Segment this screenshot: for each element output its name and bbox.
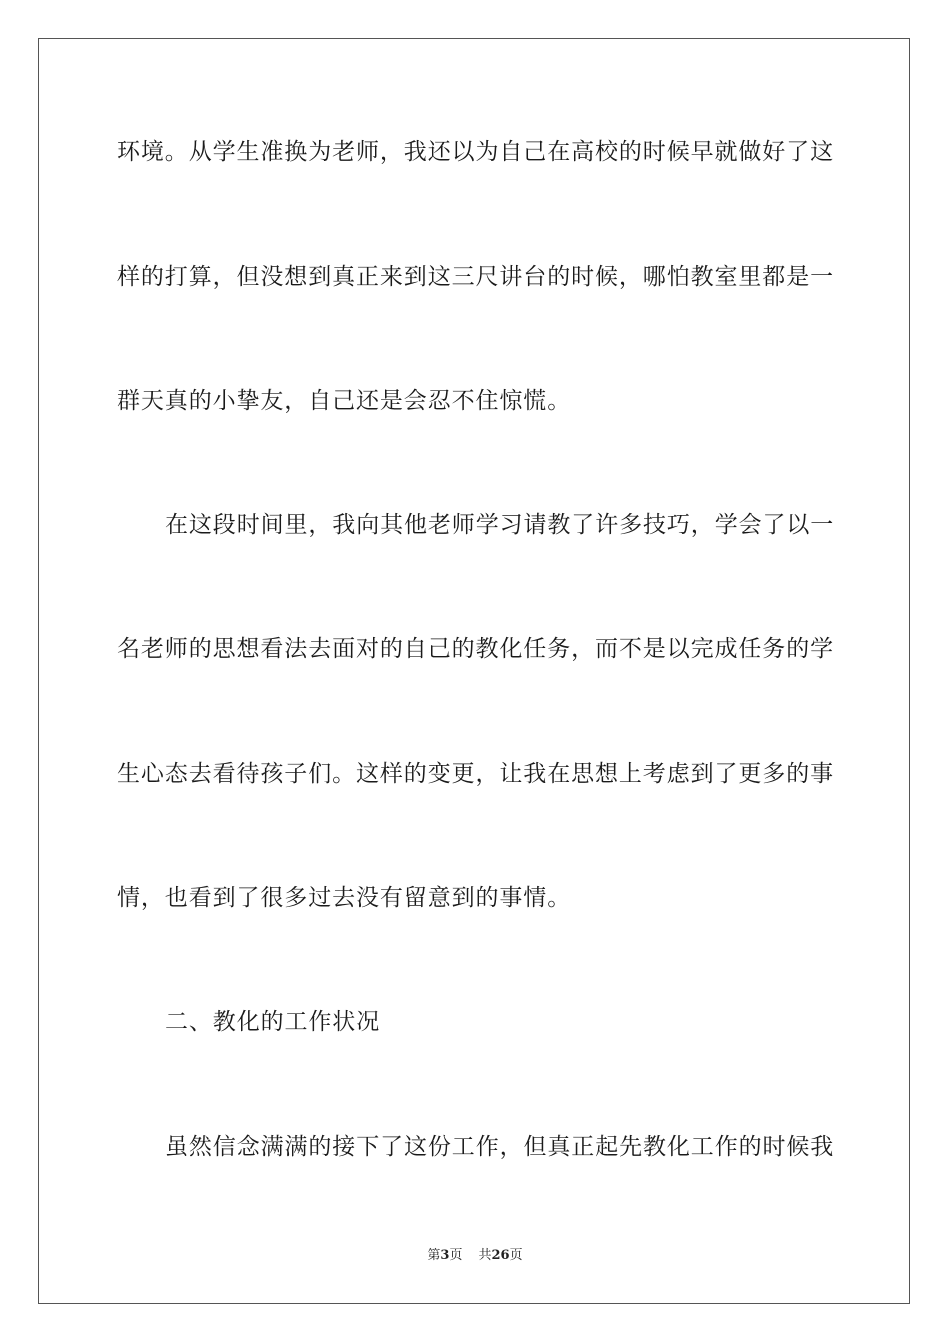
total-prefix: 共 [478,1248,492,1263]
body-text-line: 环境。从学生准换为老师，我还以为自己在高校的时候早就做好了这 [117,139,834,165]
page-number: 3 [440,1248,450,1263]
paragraph-start-line: 在这段时间里，我向其他老师学习请教了许多技巧，学会了以一 [165,512,835,538]
body-text-line: 名老师的思想看法去面对的自己的教化任务，而不是以完成任务的学 [117,636,834,662]
page-footer [0,1247,950,1265]
total-pages: 26 [491,1248,510,1263]
page-suffix: 页 [449,1248,463,1263]
body-text-line: 群天真的小挚友，自己还是会忍不住惊慌。 [117,388,572,414]
total-suffix: 页 [509,1248,523,1263]
page-border [38,38,910,1304]
paragraph-start-line: 虽然信念满满的接下了这份工作，但真正起先教化工作的时候我 [165,1134,835,1160]
section-heading: 二、教化的工作状况 [165,1009,381,1035]
body-text-line: 样的打算，但没想到真正来到这三尺讲台的时候，哪怕教室里都是一 [117,264,834,290]
page-prefix: 第 [427,1248,441,1263]
body-text-line: 生心态去看待孩子们。这样的变更，让我在思想上考虑到了更多的事 [117,761,834,787]
body-text-line: 情，也看到了很多过去没有留意到的事情。 [117,885,572,911]
